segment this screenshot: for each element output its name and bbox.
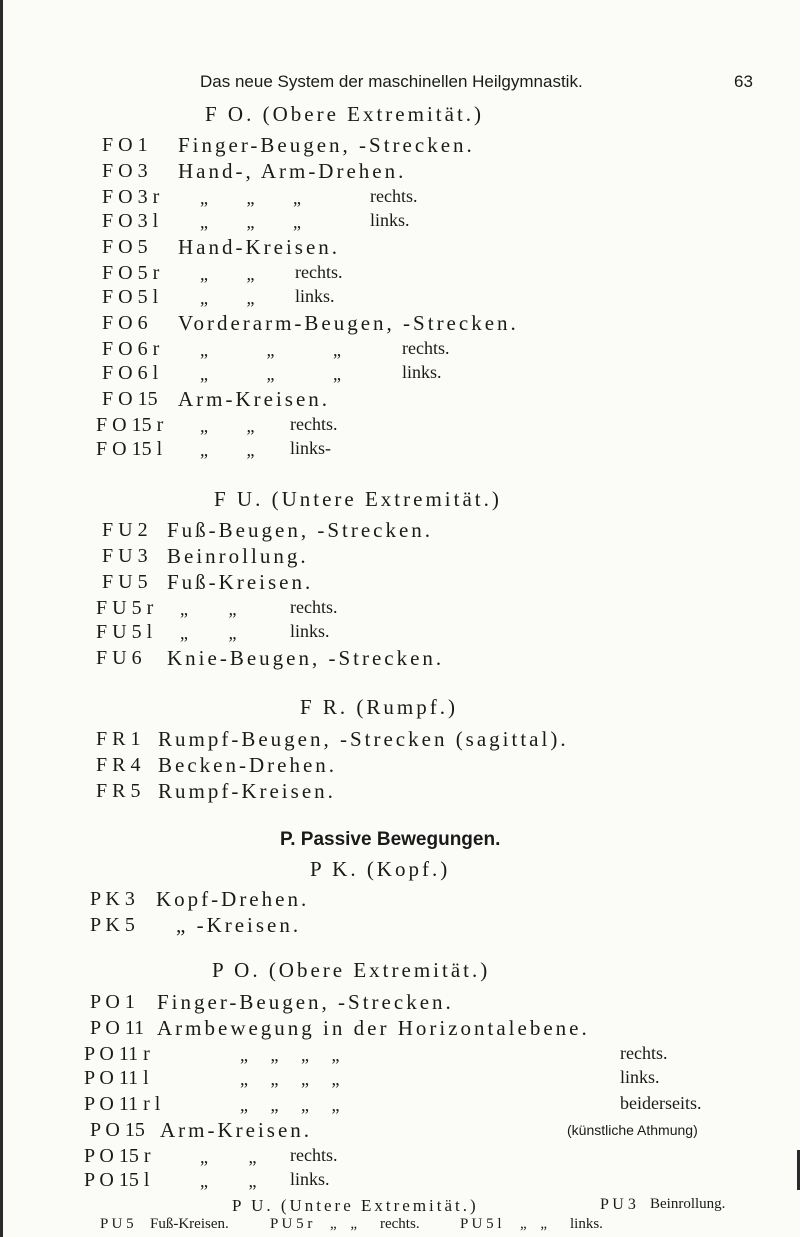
- code-pu5: P U 5: [100, 1216, 134, 1232]
- code-po15: P O 15: [90, 1119, 145, 1141]
- text-po11: Armbewegung in der Horizontalebene.: [157, 1016, 590, 1040]
- section-title-fr: F R. (Rumpf.): [300, 695, 459, 719]
- text-fo3: Hand-, Arm-Drehen.: [178, 159, 407, 183]
- text-fr4: Becken-Drehen.: [158, 753, 338, 777]
- code-fo15r: F O 15 r: [96, 414, 164, 436]
- code-pu3: P U 3: [600, 1196, 636, 1213]
- section-title-fu: F U. (Untere Extremität.): [214, 487, 502, 511]
- code-pk5: P K 5: [90, 914, 135, 936]
- side-po15r: rechts.: [290, 1145, 338, 1165]
- note-po15: (künstliche Athmung): [567, 1122, 698, 1138]
- page-edge-left: [0, 0, 3, 1237]
- running-title: Das neue System der maschinellen Heilgymnastik.: [200, 72, 583, 91]
- code-fo5l: F O 5 l: [102, 286, 159, 308]
- side-fo5l: links.: [295, 286, 335, 306]
- code-fr1: F R 1: [96, 728, 141, 750]
- text-fo15: Arm-Kreisen.: [178, 387, 331, 411]
- text-po15: Arm-Kreisen.: [160, 1118, 313, 1142]
- code-fu5: F U 5: [102, 571, 148, 593]
- ditto-fo15l: „ „: [200, 440, 255, 460]
- ditto-po15r: „ „: [200, 1147, 257, 1167]
- code-fu3: F U 3: [102, 545, 148, 567]
- code-fr5: F R 5: [96, 780, 141, 802]
- side-fo5r: rechts.: [295, 262, 343, 282]
- ditto-fo6r: „ „ „: [200, 340, 341, 360]
- ditto-fo15r: „ „: [200, 416, 255, 436]
- ditto-fo3r: „ „ „: [200, 188, 301, 208]
- code-po15r: P O 15 r: [84, 1145, 151, 1167]
- side-po15l: links.: [290, 1169, 330, 1189]
- text-fu2: Fuß-Beugen, -Strecken.: [167, 518, 434, 542]
- side-fo6l: links.: [402, 362, 442, 382]
- code-fo3l: F O 3 l: [102, 210, 159, 232]
- code-pk3: P K 3: [90, 888, 135, 910]
- ditto-fu5l: „ „: [180, 623, 237, 643]
- ditto-fo3l: „ „ „: [200, 212, 301, 232]
- side-fo15r: rechts.: [290, 414, 338, 434]
- section-title-pu: P U. (Untere Extremität.): [232, 1196, 479, 1215]
- code-fo15l: F O 15 l: [96, 438, 163, 460]
- text-fo1: Finger-Beugen, -Strecken.: [178, 133, 475, 157]
- code-fu2: F U 2: [102, 519, 148, 541]
- text-pu3: Beinrollung.: [650, 1196, 726, 1212]
- text-pk3: Kopf-Drehen.: [156, 887, 310, 911]
- text-pk5: „ -Kreisen.: [176, 913, 302, 937]
- ditto-po15l: „ „: [200, 1171, 257, 1191]
- code-fo5: F O 5: [102, 236, 148, 258]
- ditto-pu5l: „ „: [520, 1216, 548, 1232]
- section-title-fo: F O. (Obere Extremität.): [205, 102, 485, 126]
- side-po11r: rechts.: [620, 1043, 668, 1063]
- code-fu5r: F U 5 r: [96, 597, 154, 619]
- side-fu5r: rechts.: [290, 597, 338, 617]
- code-fr4: F R 4: [96, 754, 141, 776]
- ditto-po11rl: „ „ „ „: [240, 1095, 340, 1115]
- code-fu5l: F U 5 l: [96, 621, 153, 643]
- code-pu5l: P U 5 l: [460, 1216, 502, 1232]
- code-fo3: F O 3: [102, 160, 148, 182]
- side-fo3r: rechts.: [370, 186, 418, 206]
- side-fu5l: links.: [290, 621, 330, 641]
- side-fo6r: rechts.: [402, 338, 450, 358]
- side-fo15l: links-: [290, 438, 332, 458]
- side-pu5r: rechts.: [380, 1216, 420, 1232]
- text-fo5: Hand-Kreisen.: [178, 235, 341, 259]
- code-fo6l: F O 6 l: [102, 362, 159, 384]
- code-po11: P O 11: [90, 1017, 145, 1039]
- text-fr1: Rumpf-Beugen, -Strecken (sagittal).: [158, 727, 569, 751]
- text-fu3: Beinrollung.: [167, 544, 309, 568]
- text-fo6: Vorderarm-Beugen, -Strecken.: [178, 311, 519, 335]
- code-fo1: F O 1: [102, 134, 148, 156]
- code-fu6: F U 6: [96, 647, 142, 669]
- code-fo6: F O 6: [102, 312, 148, 334]
- ditto-fo5r: „ „: [200, 264, 255, 284]
- ditto-fo5l: „ „: [200, 288, 255, 308]
- text-fr5: Rumpf-Kreisen.: [158, 779, 336, 803]
- text-pu5: Fuß-Kreisen.: [150, 1216, 229, 1232]
- ditto-po11l: „ „ „ „: [240, 1069, 340, 1089]
- code-fo3r: F O 3 r: [102, 186, 160, 208]
- ditto-fu5r: „ „: [180, 599, 237, 619]
- ditto-fo6l: „ „ „: [200, 364, 341, 384]
- code-po11rl: P O 11 r l: [84, 1093, 161, 1115]
- text-po1: Finger-Beugen, -Strecken.: [157, 990, 454, 1014]
- side-po11l: links.: [620, 1067, 660, 1087]
- text-fu5: Fuß-Kreisen.: [167, 570, 314, 594]
- text-fu6: Knie-Beugen, -Strecken.: [167, 646, 445, 670]
- code-fo5r: F O 5 r: [102, 262, 160, 284]
- code-po11l: P O 11 l: [84, 1067, 149, 1089]
- section-title-pk: P K. (Kopf.): [310, 857, 451, 881]
- code-po11r: P O 11 r: [84, 1043, 150, 1065]
- side-po11rl: beiderseits.: [620, 1093, 702, 1113]
- side-fo3l: links.: [370, 210, 410, 230]
- page-number: 63: [734, 72, 753, 91]
- code-po1: P O 1: [90, 991, 135, 1013]
- ditto-pu5r: „ „: [330, 1216, 358, 1232]
- code-fo15: F O 15: [102, 388, 158, 410]
- code-pu5r: P U 5 r: [270, 1216, 313, 1232]
- ditto-po11r: „ „ „ „: [240, 1045, 340, 1065]
- section-title-po: P O. (Obere Extremität.): [212, 958, 491, 982]
- side-pu5l: links.: [570, 1216, 603, 1232]
- heading-passive: P. Passive Bewegungen.: [280, 829, 501, 850]
- code-fo6r: F O 6 r: [102, 338, 160, 360]
- code-po15l: P O 15 l: [84, 1169, 150, 1191]
